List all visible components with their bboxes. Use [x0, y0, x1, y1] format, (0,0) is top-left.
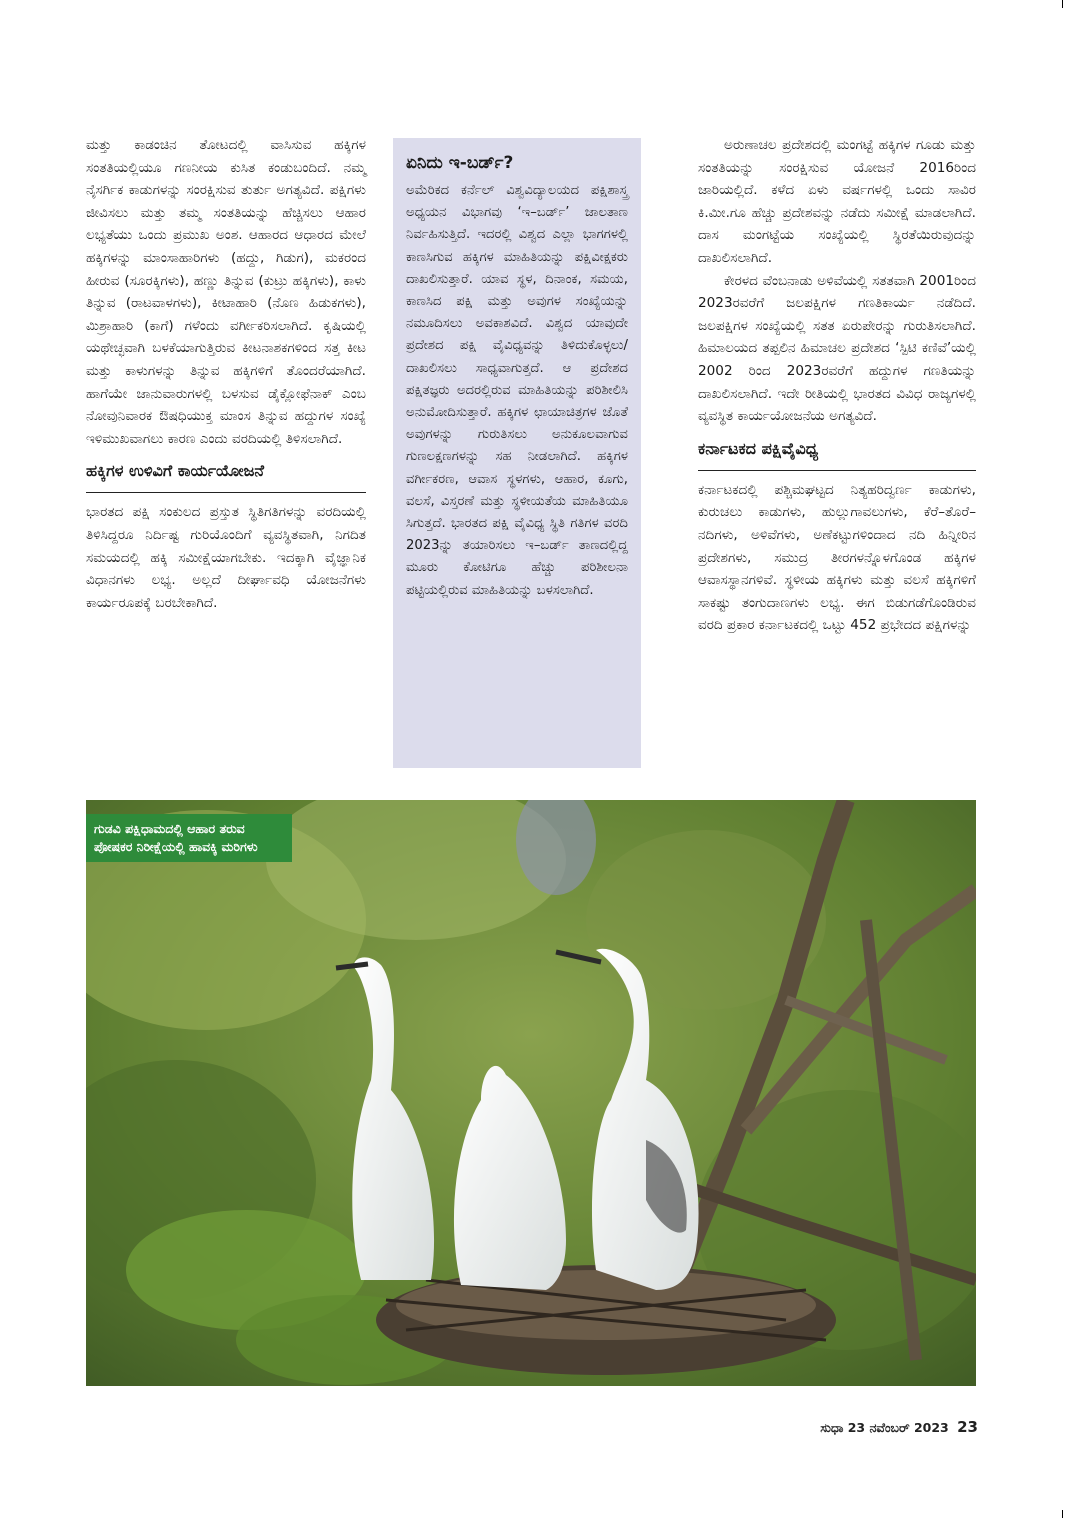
col1-paragraph-2: ಭಾರತದ ಪಕ್ಷಿ ಸಂಕುಲದ ಪ್ರಸ್ತುತ ಸ್ಥಿತಿಗತಿಗಳನ್ನು ವರದಿಯಲ್ಲಿ ತಿಳಿಸಿದ್ದರೂ ನಿರ್ದಿಷ್ಟ ಗುರಿಯೊಂದಿಗೆ ವ್ಯವಸ್ಥಿತವಾಗಿ, ನಿಗದಿತ ಸಮಯದಲ್ಲಿ ಹಕ್ಕಿ ಸಮೀಕ್ಷೆಯಾಗಬೇಕು. ಇದಕ್ಕಾಗಿ ವೈಜ್ಞಾನಿಕ ವಿಧಾನಗಳು ಲಭ್ಯ. ಅಲ್ಲದೆ ದೀರ್ಘಾವಧಿ ಯೋಜನೆಗಳು ಕಾರ್ಯರೂಪಕ್ಕೆ ಬರಬೇಕಾಗಿದೆ. — [86, 504, 366, 611]
sidebar-box-ebird — [393, 138, 641, 768]
col3-paragraph-2: ಕೇರಳದ ವೆಂಬನಾಡು ಅಳಿವೆಯಲ್ಲಿ ಸತತವಾಗಿ 2001ರಿಂದ 2023ರವರೆಗೆ ಜಲಪಕ್ಷಿಗಳ ಗಣತಿಕಾರ್ಯ ನಡೆದಿದೆ. ಜಲಪಕ್ಷಿಗಳ ಸಂಖ್ಯೆಯಲ್ಲಿ ಸತತ ಏರುಪೇರನ್ನು ಗುರುತಿಸಲಾಗಿದೆ. ಹಿಮಾಲಯದ ತಪ್ಪಲಿನ ಹಿಮಾಚಲ ಪ್ರದೇಶದ ‘ಸ್ಪಿಟಿ ಕಣಿವೆ’ಯಲ್ಲಿ 2002 ರಿಂದ 2023ರವರೆಗೆ ಹದ್ದುಗಳ ಗಣತಿಯನ್ನು ದಾಖಲಿಸಲಾಗಿದೆ. ಇದೇ ರೀತಿಯಲ್ಲಿ ಭಾರತದ ವಿವಿಧ ರಾಜ್ಯಗಳಲ್ಲಿ ವ್ಯವಸ್ಥಿತ ಕಾರ್ಯಯೋಜನೆಯ ಅಗತ್ಯವಿದೆ. — [698, 272, 976, 425]
registration-mark — [1062, 0, 1063, 8]
page-number: 23 — [957, 1418, 978, 1436]
col1-subheading: ಹಕ್ಕಿಗಳ ಉಳಿವಿಗೆ ಕಾರ್ಯಯೋಜನೆ — [86, 461, 264, 481]
col3-subheading: ಕರ್ನಾಟಕದ ಪಕ್ಷಿವೈವಿಧ್ಯ — [698, 438, 819, 458]
article-column-1 — [86, 134, 366, 614]
footer-label: ಸುಧಾ 23 ನವೆಂಬರ್ 2023 — [820, 1420, 949, 1435]
registration-mark — [1062, 1510, 1063, 1518]
photo-caption: ಗುಡವಿ ಪಕ್ಷಿಧಾಮದಲ್ಲಿ ಆಹಾರ ತರುವ ಪೋಷಕರ ನಿರೀಕ್ಷೆಯಲ್ಲಿ ಹಾವಕ್ಕಿ ಮರಿಗಳು — [86, 814, 292, 862]
col3-subheading-rule — [698, 470, 976, 471]
col1-subheading-rule — [86, 492, 366, 493]
page-footer — [820, 1418, 978, 1436]
article-column-3 — [698, 134, 976, 637]
photo-heron-chicks — [86, 800, 976, 1386]
box-body: ಅಮೆರಿಕದ ಕರ್ನೆಲ್ ವಿಶ್ವವಿದ್ಯಾಲಯದ ಪಕ್ಷಿಶಾಸ್ತ್ರ ಅಧ್ಯಯನ ವಿಭಾಗವು ‘ಇ–ಬರ್ಡ್’ ಜಾಲತಾಣ ನಿರ್ವಹಿಸುತ್ತಿದೆ. ಇದರಲ್ಲಿ ವಿಶ್ವದ ಎಲ್ಲಾ ಭಾಗಗಳಲ್ಲಿ ಕಾಣಸಿಗುವ ಹಕ್ಕಿಗಳ ಮಾಹಿತಿಯನ್ನು ಪಕ್ಷಿವೀಕ್ಷಕರು ದಾಖಲಿಸುತ್ತಾರೆ. ಯಾವ ಸ್ಥಳ, ದಿನಾಂಕ, ಸಮಯ, ಕಾಣಸಿದ ಪಕ್ಷಿ ಮತ್ತು ಅವುಗಳ ಸಂಖ್ಯೆಯನ್ನು ನಮೂದಿಸಲು ಅವಕಾಶವಿದೆ. ವಿಶ್ವದ ಯಾವುದೇ ಪ್ರದೇಶದ ಪಕ್ಷಿ ವೈವಿಧ್ಯವನ್ನು ತಿಳಿದುಕೊಳ್ಳಲು/ದಾಖಲಿಸಲು ಸಾಧ್ಯವಾಗುತ್ತದೆ. ಆ ಪ್ರದೇಶದ ಪಕ್ಷಿತಜ್ಞರು ಅದರಲ್ಲಿರುವ ಮಾಹಿತಿಯನ್ನು ಪರಿಶೀಲಿಸಿ ಅನುಮೋದಿಸುತ್ತಾರೆ. ಹಕ್ಕಿಗಳ ಛಾಯಾಚಿತ್ರಗಳ ಜೊತೆ ಅವುಗಳನ್ನು ಗುರುತಿಸಲು ಅನುಕೂಲವಾಗುವ ಗುಣಲಕ್ಷಣಗಳನ್ನು ಸಹ ನೀಡಲಾಗಿದೆ. ಹಕ್ಕಿಗಳ ವರ್ಗೀಕರಣ, ಆವಾಸ ಸ್ಥಳಗಳು, ಆಹಾರ, ಕೂಗು, ವಲಸೆ, ವಿಸ್ತರಣೆ ಮತ್ತು ಸ್ಥಳೀಯತೆಯ ಮಾಹಿತಿಯೂ ಸಿಗುತ್ತದೆ. ಭಾರತದ ಪಕ್ಷಿ ವೈವಿಧ್ಯ ಸ್ಥಿತಿ ಗತಿಗಳ ವರದಿ 2023ನ್ನು ತಯಾರಿಸಲು ಇ–ಬರ್ಡ್ ತಾಣದಲ್ಲಿದ್ದ ಮೂರು ಕೋಟಿಗೂ ಹೆಚ್ಚು ಪರಿಶೀಲನಾ ಪಟ್ಟಿಯಲ್ಲಿರುವ ಮಾಹಿತಿಯನ್ನು ಬಳಸಲಾಗಿದೆ. — [406, 183, 628, 598]
col1-paragraph-1: ಮತ್ತು ಕಾಡಂಚಿನ ತೋಟದಲ್ಲಿ ವಾಸಿಸುವ ಹಕ್ಕಿಗಳ ಸಂತತಿಯಲ್ಲಿಯೂ ಗಣನೀಯ ಕುಸಿತ ಕಂಡುಬಂದಿದೆ. ನಮ್ಮ ನೈಸರ್ಗಿಕ ಕಾಡುಗಳನ್ನು ಸಂರಕ್ಷಿಸುವ ತುರ್ತು ಅಗತ್ಯವಿದೆ. ಪಕ್ಷಿಗಳು ಜೀವಿಸಲು ಮತ್ತು ತಮ್ಮ ಸಂತತಿಯನ್ನು ಹೆಚ್ಚಿಸಲು ಆಹಾರ ಲಭ್ಯತೆಯು ಒಂದು ಪ್ರಮುಖ ಅಂಶ. ಆಹಾರದ ಆಧಾರದ ಮೇಲೆ ಹಕ್ಕಿಗಳನ್ನು ಮಾಂಸಾಹಾರಿಗಳು (ಹದ್ದು, ಗಿಡುಗ), ಮಕರಂದ ಹೀರುವ (ಸೂರಕ್ಕಿಗಳು), ಹಣ್ಣು ತಿನ್ನುವ (ಕುಟ್ರು ಹಕ್ಕಿಗಳು), ಕಾಳು ತಿನ್ನುವ (ರಾಟವಾಳಗಳು), ಕೀಟಾಹಾರಿ (ನೊಣ ಹಿಡುಕಗಳು), ಮಿಶ್ರಾಹಾರಿ (ಕಾಗೆ) ಗಳೆಂದು ವರ್ಗೀಕರಿಸಲಾಗಿದೆ. ಕೃಷಿಯಲ್ಲಿ ಯಥೇಚ್ಛವಾಗಿ ಬಳಕೆಯಾಗುತ್ತಿರುವ ಕೀಟನಾಶಕಗಳಿಂದ ಸತ್ತ ಕೀಟ ಮತ್ತು ಕಾಳುಗಳನ್ನು ತಿನ್ನುವ ಹಕ್ಕಿಗಳಿಗೆ ತೊಂದರೆಯಾಗಿದೆ. ಹಾಗೆಯೇ ಜಾನುವಾರುಗಳಲ್ಲಿ ಬಳಸುವ ಡೈಕ್ಲೋಫೆನಾಕ್ ಎಂಬ ನೋವುನಿವಾರಕ ಔಷಧಿಯುಕ್ತ ಮಾಂಸ ತಿನ್ನುವ ಹದ್ದುಗಳ ಸಂಖ್ಯೆ ಇಳಿಮುಖವಾಗಲು ಕಾರಣ ಎಂದು ವರದಿಯಲ್ಲಿ ತಿಳಿಸಲಾಗಿದೆ. — [86, 137, 366, 447]
col3-paragraph-1: ಅರುಣಾಚಲ ಪ್ರದೇಶದಲ್ಲಿ ಮಂಗಟ್ಟೆ ಹಕ್ಕಿಗಳ ಗೂಡು ಮತ್ತು ಸಂತತಿಯನ್ನು ಸಂರಕ್ಷಿಸುವ ಯೋಜನೆ 2016ರಿಂದ ಜಾರಿಯಲ್ಲಿದೆ. ಕಳೆದ ಏಳು ವರ್ಷಗಳಲ್ಲಿ ಒಂದು ಸಾವಿರ ಕಿ.ಮೀ.ಗೂ ಹೆಚ್ಚು ಪ್ರದೇಶವನ್ನು ನಡೆದು ಸಮೀಕ್ಷೆ ಮಾಡಲಾಗಿದೆ. ದಾಸ ಮಂಗಟ್ಟೆಯ ಸಂಖ್ಯೆಯಲ್ಲಿ ಸ್ಥಿರತೆಯಿರುವುದನ್ನು ದಾಖಲಿಸಲಾಗಿದೆ. — [698, 137, 976, 266]
box-title: ಏನಿದು ಇ-ಬರ್ಡ್? — [406, 153, 514, 173]
photo-illustration — [86, 800, 976, 1386]
col3-paragraph-3: ಕರ್ನಾಟಕದಲ್ಲಿ ಪಶ್ಚಿಮಘಟ್ಟದ ನಿತ್ಯಹರಿದ್ವರ್ಣ ಕಾಡುಗಳು, ಕುರುಚಲು ಕಾಡುಗಳು, ಹುಲ್ಲುಗಾವಲುಗಳು, ಕೆರೆ–ತೊರೆ–ನದಿಗಳು, ಅಳಿವೆಗಳು, ಅಣೆಕಟ್ಟುಗಳಿಂದಾದ ನದಿ ಹಿನ್ನೀರಿನ ಪ್ರದೇಶಗಳು, ಸಮುದ್ರ ತೀರಗಳನ್ನೊಳಗೊಂಡ ಹಕ್ಕಿಗಳ ಆವಾಸಸ್ಥಾನಗಳಿವೆ. ಸ್ಥಳೀಯ ಹಕ್ಕಿಗಳು ಮತ್ತು ವಲಸೆ ಹಕ್ಕಿಗಳಿಗೆ ಸಾಕಷ್ಟು ತಂಗುದಾಣಗಳು ಲಭ್ಯ. ಈಗ ಬಿಡುಗಡೆಗೊಂಡಿರುವ ವರದಿ ಪ್ರಕಾರ ಕರ್ನಾಟಕದಲ್ಲಿ ಒಟ್ಟು 452 ಪ್ರಭೇದದ ಪಕ್ಷಿಗಳನ್ನು — [698, 481, 976, 634]
